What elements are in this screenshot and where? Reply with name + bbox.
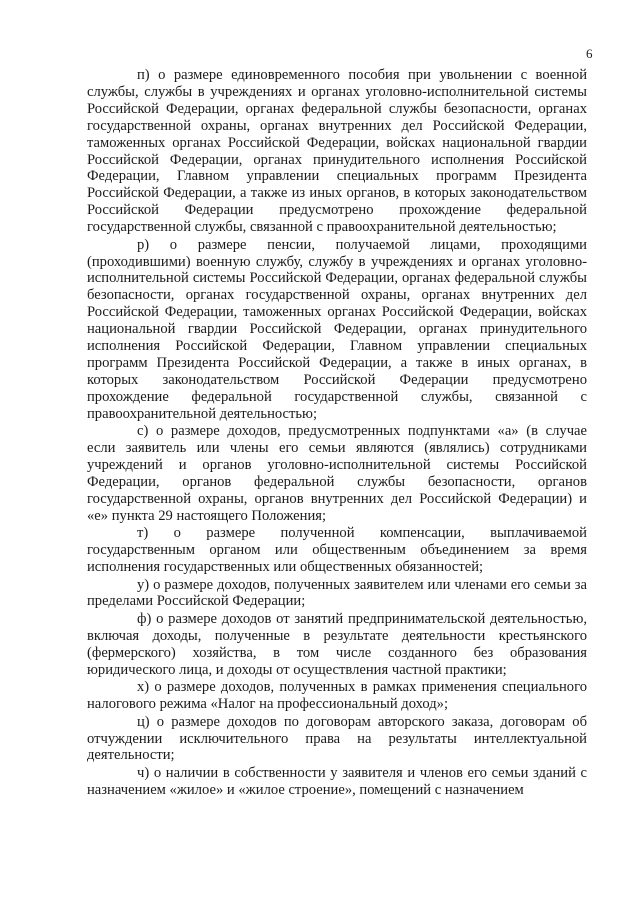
paragraph-ch: ч) о наличии в собственности у заявителя и членов его семьи зданий с назначением «жилое» и «жилое строение», помещений с назначением <box>87 764 587 798</box>
page-number: 6 <box>586 46 593 61</box>
document-body <box>87 67 587 799</box>
paragraph-t: т) о размере полученной компенсации, выплачиваемой государственным органом или общественным объединением за время исполнения государственных или общественных обязанностей; <box>87 525 587 576</box>
paragraph-p: п) о размере единовременного пособия при увольнении с военной службы, службы в учреждениях и органах уголовно-исполнительной системы Российской Федерации, органах федеральной службы безопасности, органах государственной охраны, органах внутренних дел Российской Федерации, таможенных органах Российской Федерации, войсках национальной гвардии Российской Федерации, органах принудительного исполнения Российской Федерации, Главном управлении специальных программ Президента Российской Федерации, а также из иных органов, в которых законодательством Российской Федерации предусмотрено прохождение федеральной государственной службы, связанной с правоохранительной деятельностью; <box>87 67 587 236</box>
paragraph-ts: ц) о размере доходов по договорам авторского заказа, договорам об отчуждении исключительного права на результаты интеллектуальной деятельности; <box>87 713 587 764</box>
paragraph-s: с) о размере доходов, предусмотренных подпунктами «а» (в случае если заявитель или члены его семьи являются (являлись) сотрудниками учреждений и органов уголовно-исполнительной системы Российской Федерации, органов федеральной службы безопасности, органов государственной охраны, органов внутренних дел Российской Федерации) и «е» пункта 29 настоящего Положения; <box>87 423 587 524</box>
paragraph-u: у) о размере доходов, полученных заявителем или членами его семьи за пределами Российской Федерации; <box>87 576 587 610</box>
paragraph-r: р) о размере пенсии, получаемой лицами, проходящими (проходившими) военную службу, службу в учреждениях и органах уголовно-исполнительной системы Российской Федерации, органах федеральной службы безопасности, органах государственной охраны, органах внутренних дел Российской Федерации, таможенных органах Российской Федерации, войсках национальной гвардии Российской Федерации, органах принудительного исполнения Российской Федерации, Главном управлении специальных программ Президента Российской Федерации, а также в иных органах, в которых законодательством Российской Федерации предусмотрено прохождение федеральной государственной службы, связанной с правоохранительной деятельностью; <box>87 236 587 422</box>
paragraph-f: ф) о размере доходов от занятий предпринимательской деятельностью, включая доходы, полученные в результате деятельности крестьянского (фермерского) хозяйства, в том числе созданного без образования юридического лица, и доходы от осуществления частной практики; <box>87 610 587 678</box>
paragraph-kh: х) о размере доходов, полученных в рамках применения специального налогового режима «Налог на профессиональный доход»; <box>87 679 587 713</box>
